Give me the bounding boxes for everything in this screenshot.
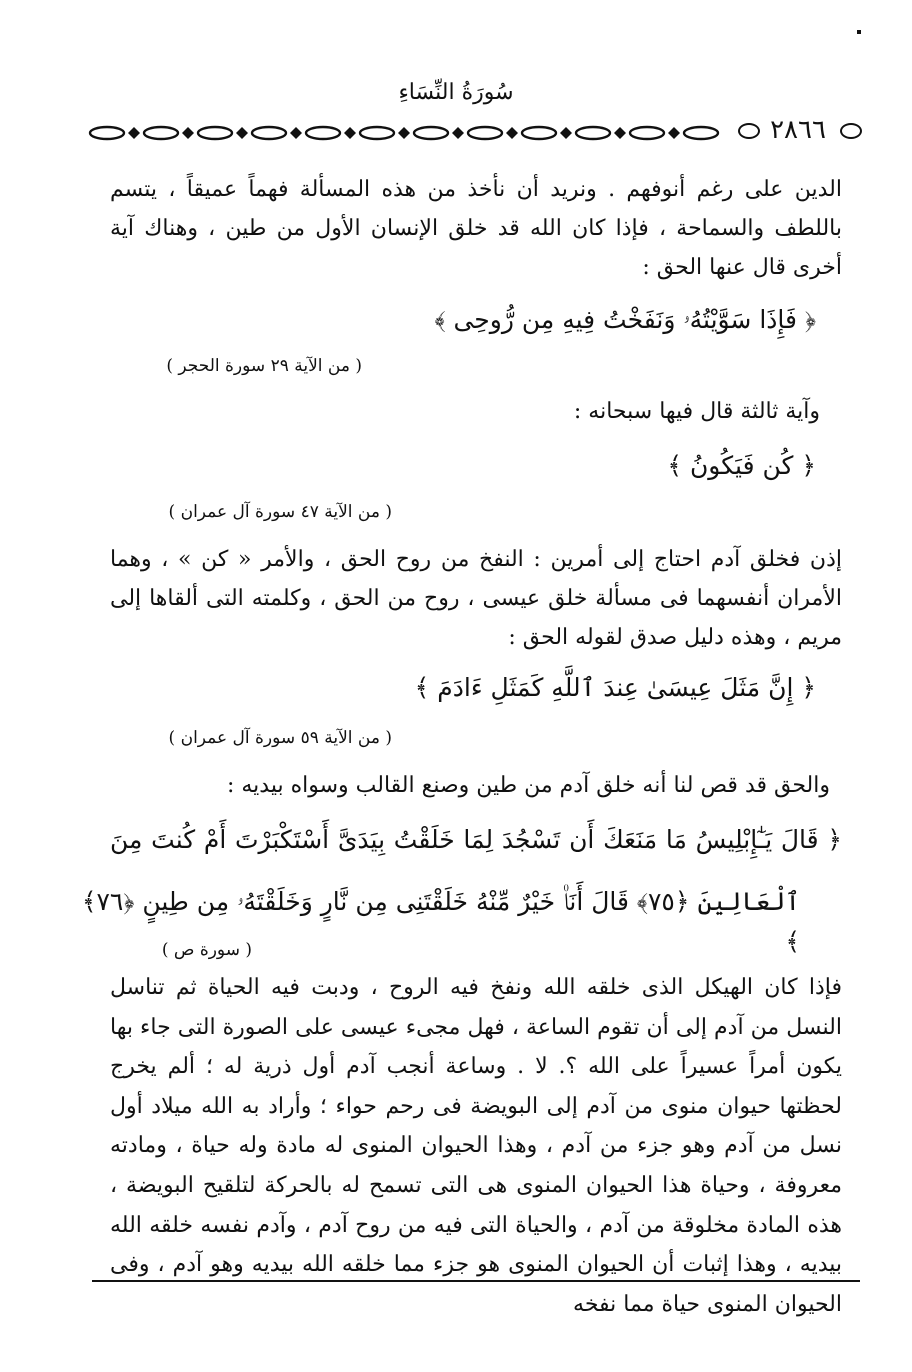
paragraph-3: إذن فخلق آدم احتاج إلى أمرين : النفخ من روح الحق ، والأمر « كن » ، وهما الأمران أنفسهما فى مسألة خلق عيسى ، روح من الحق ، وكلمته التى ألقاها إلى مريم ، وهذه دليل صدق لقوله الحق : — [110, 547, 842, 650]
ornament-oval — [306, 127, 340, 139]
ornament-oval — [522, 127, 556, 139]
ornament-diamond — [398, 127, 410, 139]
verse-kun-fayakun: ﴿ كُن فَيَكُونُ ﴾ — [667, 451, 816, 480]
paragraph-5: فإذا كان الهيكل الذى خلقه الله ونفخ فيه الروح ، ودبت فيه الحياة ثم تناسل النسل من آدم إلى أن تقوم الساعة ، فهل مجىء عيسى على الصورة التى جاء بها يكون أمراً عسيراً على الله ؟. لا . وساعة أنجب آدم أول ذرية له ؛ ألم يخرج لحظتها حيوان منوى من آدم إلى البويضة فى رحم حواء ؛ وأراد به الله ميلاد أول نسل من آدم وهو جزء من آدم ، وهذا الحيوان المنوى له مادة وله حياة ، ومادته معروفة ، وحياة هذا الحيوان المنوى هى التى تسمح له بالحركة لتلقيح البويضة ، هذه المادة مخلوقة من آدم ، والحياة التى فيه من روح آدم ، وآدم نفسه خلقه الله بيديه ، وهذا إثبات أن الحيوان المنوى هو جزء مما خلقه الله بيديه وهو آدم ، وفى الحيوان المنوى حياة مما نفخه — [110, 975, 842, 1317]
verse-sad-75-76-line2: ٱلْعَالِينَ ﴿٧٥﴾ قَالَ أَنَا۠ خَيْرٌ مِّنْهُ خَلَقْتَنِى مِن نَّارٍ وَخَلَقْتَهُۥ مِن طِينٍ ﴿٧٦﴾ ﴾ — [81, 887, 800, 956]
ornament-diamond — [344, 127, 356, 139]
ornament-oval — [576, 127, 610, 139]
paragraph-2: وآية ثالثة قال فيها سبحانه : — [573, 399, 820, 424]
ornament-oval — [198, 127, 232, 139]
ornament-oval — [630, 127, 664, 139]
ornament-diamond — [668, 127, 680, 139]
citation-hijr-29: ( من الآية ٢٩ سورة الحجر ) — [166, 356, 362, 376]
ornament-oval — [144, 127, 178, 139]
verse-hijr-29: ﴿ فَإِذَا سَوَّيْتُهُۥ وَنَفَخْتُ فِيهِ مِن رُّوحِى ﴾ — [434, 305, 816, 334]
ornament-diamond — [182, 127, 194, 139]
paragraph-1: الدين على رغم أنوفهم . ونريد أن نأخذ من هذه المسألة فهماً عميقاً ، يتسم باللطف والسماحة ، فإذا كان الله قد خلق الإنسان الأول من طين ، وهناك آية أخرى قال عنها الحق : — [110, 177, 842, 280]
citation-imran-59: ( من الآية ٥٩ سورة آل عمران ) — [168, 728, 392, 748]
citation-sad: ( سورة ص ) — [161, 940, 252, 960]
ornament-diamond — [560, 127, 572, 139]
ornament-oval — [360, 127, 394, 139]
ornament-border — [88, 118, 738, 148]
bottom-rule — [92, 1280, 860, 1282]
ornament-diamond — [614, 127, 626, 139]
ornament-oval — [252, 127, 286, 139]
verse-imran-59: ﴿ إِنَّ مَثَلَ عِيسَىٰ عِندَ ٱللَّهِ كَمَثَلِ ءَادَمَ ﴾ — [414, 673, 816, 702]
paragraph-4: والحق قد قص لنا أنه خلق آدم من طين وصنع القالب وسواه بيديه : — [226, 773, 830, 798]
page-number: ٢٨٦٦ — [742, 114, 854, 146]
verse-sad-75-line1: ﴿ قَالَ يَـٰٓإِبْلِيسُ مَا مَنَعَكَ أَن تَسْجُدَ لِمَا خَلَقْتُ بِيَدَىَّ أَسْتَكْبَرْتَ أَمْ كُنتَ مِنَ — [110, 825, 842, 854]
ornament-oval — [414, 127, 448, 139]
corner-mark — [855, 28, 863, 36]
surah-title: سُورَةُ النِّسَاءِ — [398, 80, 514, 105]
ornament-diamond — [290, 127, 302, 139]
ornament-diamond — [236, 127, 248, 139]
ornament-oval — [684, 127, 718, 139]
ornament-diamond — [506, 127, 518, 139]
ornament-oval — [90, 127, 124, 139]
citation-imran-47: ( من الآية ٤٧ سورة آل عمران ) — [168, 502, 392, 522]
ornament-diamond — [128, 127, 140, 139]
ornament-diamond — [452, 127, 464, 139]
ornament-oval — [468, 127, 502, 139]
